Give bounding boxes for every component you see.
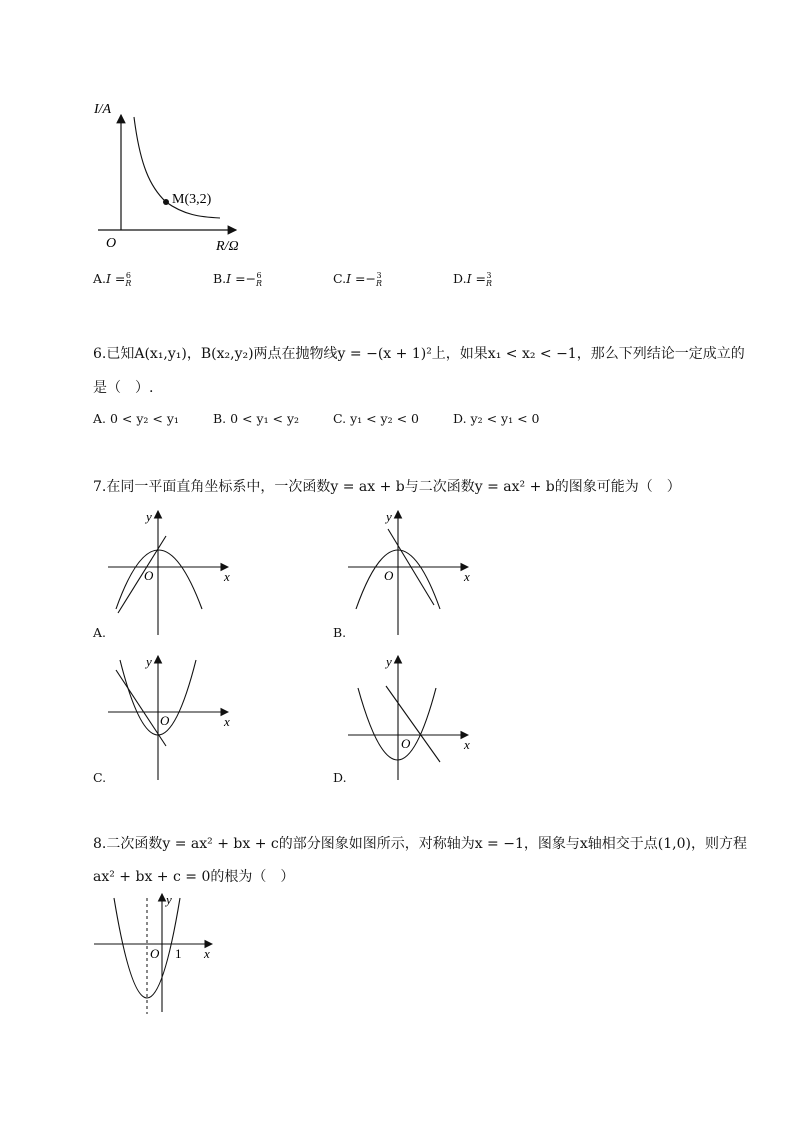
fraction bbox=[376, 272, 382, 288]
point-label: M(3,2) bbox=[172, 192, 212, 207]
q8-stem-line2: ax² + bx + c = 0的根为（ ） bbox=[93, 869, 295, 885]
q7-label-a[interactable]: A. bbox=[93, 625, 107, 640]
q5-option-a[interactable] bbox=[93, 271, 131, 288]
numerator: 3 bbox=[486, 270, 492, 280]
option-expr: I = bbox=[466, 271, 486, 286]
y-label: y bbox=[166, 892, 172, 907]
option-expr: I = bbox=[226, 271, 246, 286]
q5-graph bbox=[88, 95, 258, 255]
q6-option-d[interactable]: D. y₂ < y₁ < 0 bbox=[453, 411, 540, 426]
x-label: x bbox=[464, 737, 470, 752]
q6-stem-line2: 是（ ）. bbox=[93, 380, 154, 396]
x-label: x bbox=[204, 946, 210, 961]
fraction bbox=[256, 272, 262, 288]
q7-stem: 7.在同一平面直角坐标系中，一次函数y = ax + b与二次函数y = ax² + b的图象可能为（ ） bbox=[93, 479, 681, 495]
q7-label-b[interactable]: B. bbox=[333, 625, 347, 640]
x-label: x bbox=[224, 714, 230, 729]
numerator: 6 bbox=[125, 270, 131, 280]
y-label: y bbox=[146, 509, 152, 524]
origin-label: O bbox=[144, 568, 154, 583]
tick-1: 1 bbox=[175, 946, 182, 961]
option-expr: I = bbox=[106, 271, 126, 286]
q5-option-c[interactable] bbox=[333, 271, 382, 288]
q5-option-b[interactable] bbox=[213, 271, 262, 288]
denominator: R bbox=[485, 278, 492, 288]
numerator: 6 bbox=[256, 270, 262, 280]
denominator: R bbox=[375, 278, 382, 288]
q6-option-c[interactable]: C. y₁ < y₂ < 0 bbox=[333, 411, 420, 426]
denominator: R bbox=[125, 278, 132, 288]
parabola bbox=[116, 550, 202, 609]
denominator: R bbox=[256, 278, 263, 288]
fraction bbox=[125, 272, 131, 288]
y-label: y bbox=[146, 654, 152, 669]
q7-graph-a bbox=[100, 505, 240, 640]
y-label: y bbox=[386, 654, 392, 669]
q6-option-a[interactable]: A. 0 < y₂ < y₁ bbox=[93, 411, 179, 426]
option-letter: A. bbox=[93, 271, 107, 286]
q6-option-b[interactable]: B. 0 < y₁ < y₂ bbox=[213, 411, 300, 426]
q7-label-d[interactable]: D. bbox=[333, 770, 347, 785]
line bbox=[386, 686, 440, 762]
option-sign: − bbox=[245, 271, 257, 286]
q7-graph-c bbox=[100, 650, 240, 785]
y-label: y bbox=[386, 509, 392, 524]
parabola bbox=[358, 688, 436, 760]
origin-label: O bbox=[160, 713, 170, 728]
q7-graph-d bbox=[340, 650, 480, 785]
fraction bbox=[486, 272, 492, 288]
q8-graph bbox=[90, 890, 220, 1020]
option-letter: B. bbox=[213, 271, 227, 286]
option-letter: C. bbox=[333, 271, 347, 286]
q8-stem-line1: 8.二次函数y = ax² + bx + c的部分图象如图所示，对称轴为x = −1，图象与x轴相交于点(1,0)，则方程 bbox=[93, 836, 747, 852]
q7-label-c[interactable]: C. bbox=[93, 770, 107, 785]
option-letter: D. bbox=[453, 271, 467, 286]
q6-stem-line1: 6.已知A(x₁,y₁)，B(x₂,y₂)两点在抛物线y = −(x + 1)²上，如果x₁ < x₂ < −1，那么下列结论一定成立的 bbox=[93, 346, 745, 362]
y-axis-label: I/A bbox=[94, 102, 112, 117]
origin-label: O bbox=[150, 946, 160, 961]
option-expr: I = bbox=[346, 271, 366, 286]
option-sign: − bbox=[365, 271, 376, 286]
x-label: x bbox=[224, 569, 230, 584]
q5-option-d[interactable] bbox=[453, 271, 492, 288]
point-m bbox=[163, 199, 169, 205]
q7-graph-b bbox=[340, 505, 480, 640]
origin-label: O bbox=[384, 568, 394, 583]
origin-label: O bbox=[106, 236, 117, 251]
origin-label: O bbox=[401, 736, 411, 751]
numerator: 3 bbox=[376, 270, 382, 280]
x-axis-label: R/Ω bbox=[216, 239, 239, 254]
line bbox=[118, 536, 166, 613]
x-label: x bbox=[464, 569, 470, 584]
